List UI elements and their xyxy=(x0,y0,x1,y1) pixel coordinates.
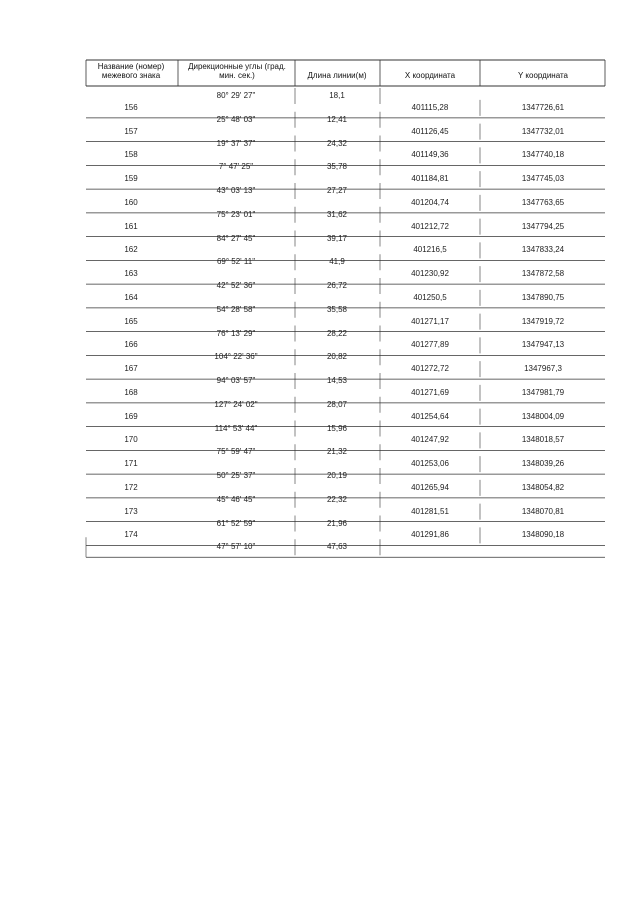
boundary-mark-name: 159 xyxy=(124,174,138,184)
x-coordinate: 401277,89 xyxy=(411,340,449,350)
line-length: 31,62 xyxy=(326,209,348,219)
direction-angle: 75° 59' 47" xyxy=(216,447,256,457)
x-coordinate: 401230,92 xyxy=(411,269,449,279)
line-length: 27,27 xyxy=(326,186,348,195)
y-coordinate: 1347794,25 xyxy=(521,221,565,231)
line-length: 14,53 xyxy=(326,376,348,385)
direction-angle: 76° 13' 29" xyxy=(216,328,256,338)
line-length: 35,78 xyxy=(326,162,348,172)
x-coordinate: 401265,94 xyxy=(411,482,449,492)
direction-angle: 114° 53' 44" xyxy=(214,423,258,433)
y-coordinate: 1347967,3 xyxy=(524,364,562,374)
direction-angle: 104° 22' 36" xyxy=(214,352,258,362)
line-length: 47,63 xyxy=(326,542,348,552)
line-length: 39,17 xyxy=(326,233,348,243)
line-length: 20,82 xyxy=(326,352,348,362)
boundary-mark-name: 160 xyxy=(124,197,138,207)
boundary-mark-name: 166 xyxy=(124,340,138,350)
direction-angle: 43° 03' 13" xyxy=(216,186,256,195)
header-angle: Дирекционные углы (град. мин. сек.) xyxy=(188,62,286,80)
y-coordinate: 1348090,18 xyxy=(521,530,565,540)
boundary-mark-name: 158 xyxy=(124,150,138,160)
boundary-mark-name: 161 xyxy=(124,221,138,231)
x-coordinate: 401254,64 xyxy=(411,411,449,421)
direction-angle: 25° 48' 03" xyxy=(216,114,256,124)
x-coordinate: 401149,36 xyxy=(411,150,449,160)
header-length: Длина линии(м) xyxy=(307,71,367,80)
y-coordinate: 1348018,57 xyxy=(521,435,565,445)
header-name: Название (номер) межевого знака xyxy=(97,62,165,80)
boundary-mark-name: 162 xyxy=(124,245,138,255)
direction-angle: 42° 52' 36" xyxy=(216,281,256,290)
boundary-mark-name: 164 xyxy=(124,292,138,302)
direction-angle: 54° 28' 58" xyxy=(216,304,256,314)
boundary-mark-name: 163 xyxy=(124,269,138,279)
line-length: 20,19 xyxy=(326,471,348,480)
x-coordinate: 401281,51 xyxy=(411,506,449,516)
boundary-mark-name: 156 xyxy=(124,102,138,112)
x-coordinate: 401271,17 xyxy=(411,316,449,326)
x-coordinate: 401216,5 xyxy=(413,245,447,255)
y-coordinate: 1347745,03 xyxy=(521,174,565,184)
x-coordinate: 401184,81 xyxy=(411,174,449,184)
line-length: 18,1 xyxy=(329,91,345,100)
direction-angle: 7° 47' 25" xyxy=(218,162,254,172)
boundary-mark-name: 171 xyxy=(124,459,138,469)
y-coordinate: 1347732,01 xyxy=(521,126,565,136)
y-coordinate: 1347763,65 xyxy=(521,197,565,207)
boundary-mark-name: 172 xyxy=(124,482,138,492)
line-length: 35,58 xyxy=(326,304,348,314)
boundary-mark-name: 170 xyxy=(124,435,138,445)
direction-angle: 69° 52' 11" xyxy=(216,257,256,267)
direction-angle: 50° 25' 37" xyxy=(216,471,256,480)
x-coordinate: 401126,45 xyxy=(411,126,449,136)
x-coordinate: 401247,92 xyxy=(411,435,449,445)
y-coordinate: 1348039,26 xyxy=(521,459,565,469)
line-length: 28,07 xyxy=(326,399,348,409)
y-coordinate: 1347740,18 xyxy=(521,150,565,160)
x-coordinate: 401253,06 xyxy=(411,459,449,469)
x-coordinate: 401115,28 xyxy=(411,102,449,112)
boundary-mark-name: 169 xyxy=(124,411,138,421)
y-coordinate: 1347872,58 xyxy=(521,269,565,279)
y-coordinate: 1347890,75 xyxy=(521,292,565,302)
y-coordinate: 1347833,24 xyxy=(521,245,565,255)
boundary-mark-name: 173 xyxy=(124,506,138,516)
y-coordinate: 1348070,81 xyxy=(521,506,565,516)
direction-angle: 127° 24' 02" xyxy=(214,399,258,409)
boundary-mark-name: 165 xyxy=(124,316,138,326)
x-coordinate: 401250,5 xyxy=(413,292,447,302)
y-coordinate: 1347981,79 xyxy=(521,387,565,397)
line-length: 21,32 xyxy=(326,447,348,457)
line-length: 24,32 xyxy=(326,138,348,148)
y-coordinate: 1347947,13 xyxy=(521,340,565,350)
direction-angle: 47° 57' 10" xyxy=(216,542,256,552)
direction-angle: 19° 37' 37" xyxy=(216,138,256,148)
line-length: 26,72 xyxy=(326,281,348,290)
line-length: 21,96 xyxy=(326,518,348,528)
header-x: X координата xyxy=(404,71,456,80)
direction-angle: 75° 23' 01" xyxy=(216,209,256,219)
x-coordinate: 401204,74 xyxy=(411,197,449,207)
direction-angle: 80° 29' 27" xyxy=(216,91,256,100)
line-length: 28,22 xyxy=(326,328,348,338)
line-length: 15,96 xyxy=(326,423,348,433)
x-coordinate: 401271,69 xyxy=(411,387,449,397)
boundary-mark-name: 174 xyxy=(124,530,138,540)
boundary-mark-name: 157 xyxy=(124,126,138,136)
y-coordinate: 1348004,09 xyxy=(521,411,565,421)
x-coordinate: 401212,72 xyxy=(411,221,449,231)
boundary-mark-name: 167 xyxy=(124,364,138,374)
y-coordinate: 1348054,82 xyxy=(521,482,565,492)
x-coordinate: 401291,86 xyxy=(411,530,449,540)
line-length: 22,32 xyxy=(326,494,348,504)
direction-angle: 84° 27' 45" xyxy=(216,233,256,243)
direction-angle: 61° 52' 59" xyxy=(216,518,256,528)
y-coordinate: 1347919,72 xyxy=(521,316,565,326)
direction-angle: 94° 03' 57" xyxy=(216,376,256,385)
line-length: 41,9 xyxy=(329,257,345,267)
line-length: 12,41 xyxy=(326,114,348,124)
direction-angle: 45° 46' 45" xyxy=(216,494,256,504)
x-coordinate: 401272,72 xyxy=(411,364,449,374)
boundary-mark-name: 168 xyxy=(124,387,138,397)
y-coordinate: 1347726,61 xyxy=(521,102,565,112)
header-y: Y координата xyxy=(517,71,569,80)
